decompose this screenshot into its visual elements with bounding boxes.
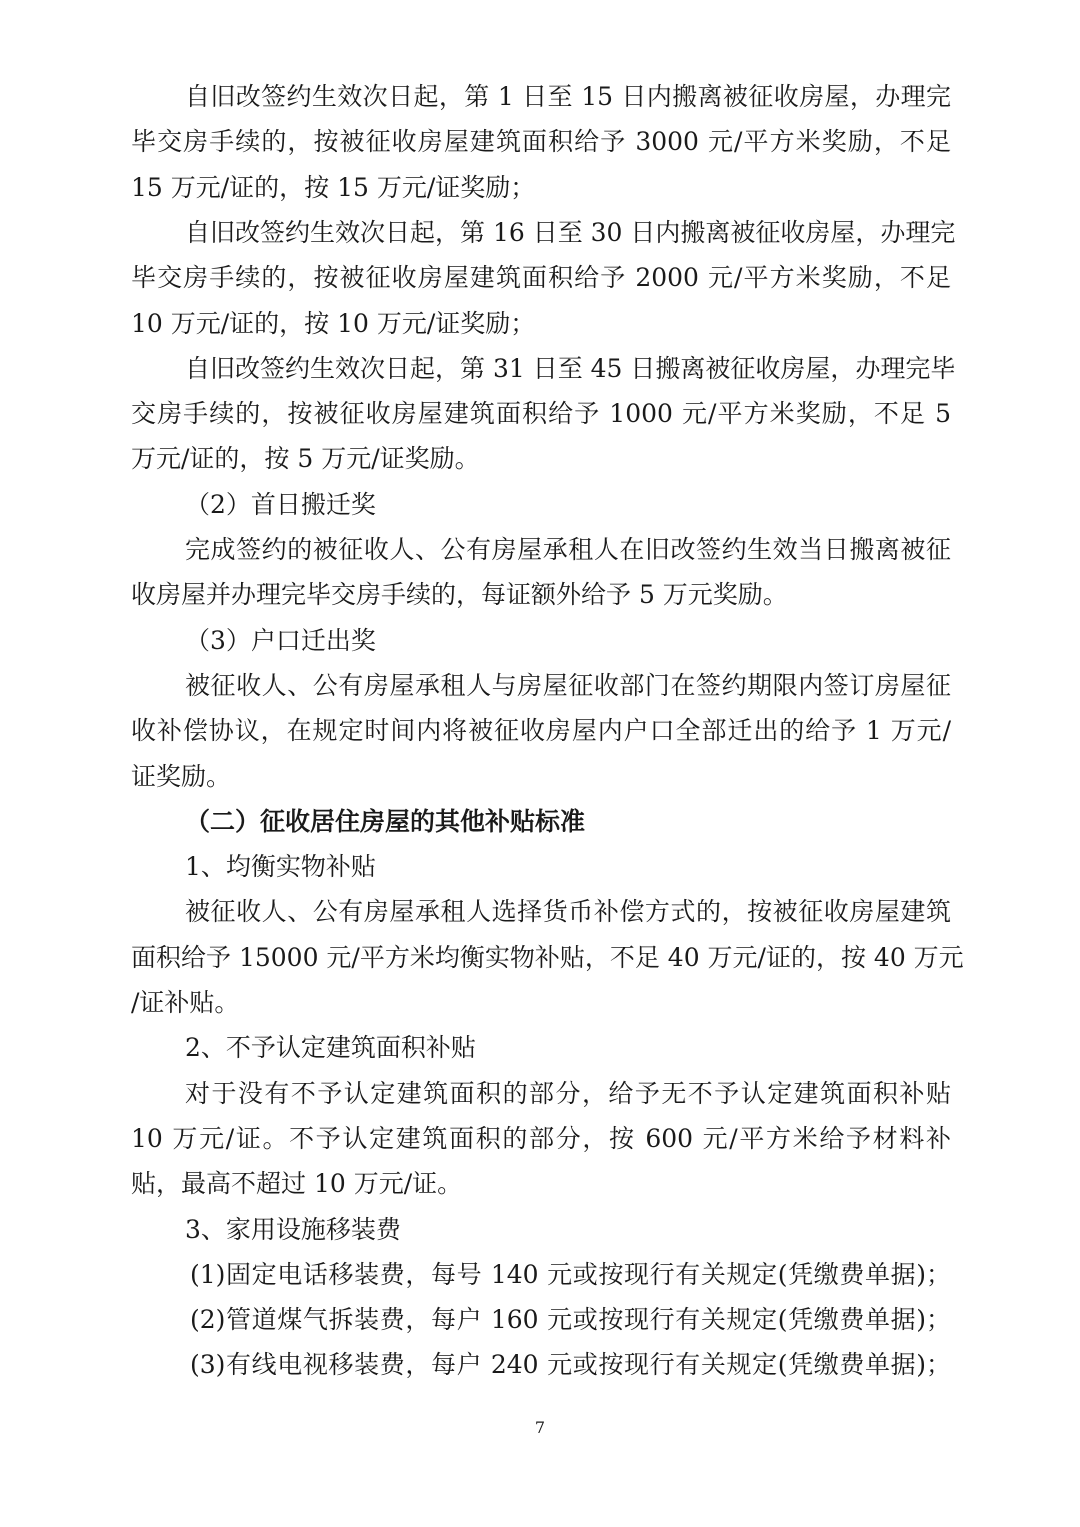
text-line: 对于没有不予认定建筑面积的部分，给予无不予认定建筑面积补贴: [185, 1078, 951, 1108]
text-line: 15 万元/证的，按 15 万元/证奖励；: [131, 172, 536, 202]
text-line: 被征收人、公有房屋承租人选择货币补偿方式的，按被征收房屋建筑: [185, 897, 951, 927]
text-line: 万元/证的，按 5 万元/证奖励。: [131, 444, 480, 474]
text-line: 自旧改签约生效次日起，第 31 日至 45 日搬离被征收房屋，办理完毕: [185, 353, 956, 383]
text-line: 毕交房手续的，按被征收房屋建筑面积给予 3000 元/平方米奖励，不足: [131, 127, 951, 157]
section-heading: (1)固定电话移装费，每号 140 元或按现行有关规定(凭缴费单据)；: [190, 1259, 951, 1289]
page-number: 7: [534, 1418, 546, 1437]
text-line: （3）户口迁出奖: [185, 625, 376, 655]
text-line: 毕交房手续的，按被征收房屋建筑面积给予 2000 元/平方米奖励，不足: [131, 263, 951, 293]
text-line: 收补偿协议，在规定时间内将被征收房屋内户口全部迁出的给予 1 万元/: [131, 716, 951, 746]
section-heading: (3)有线电视移装费，每户 240 元或按现行有关规定(凭缴费单据)；: [190, 1350, 951, 1380]
text-line: 自旧改签约生效次日起，第 1 日至 15 日内搬离被征收房屋，办理完: [185, 82, 951, 111]
text-line: 完成签约的被征收人、公有房屋承租人在旧改签约生效当日搬离被征: [185, 535, 951, 564]
text-line: 被征收人、公有房屋承租人与房屋征收部门在签约期限内签订房屋征: [185, 670, 951, 700]
text-line: 贴，最高不超过 10 万元/证。: [131, 1169, 463, 1199]
section-heading: （二）征收居住房屋的其他补贴标准: [185, 806, 586, 836]
text-line: 收房屋并办理完毕交房手续的，每证额外给予 5 万元奖励。: [131, 580, 788, 610]
text-line: 自旧改签约生效次日起，第 16 日至 30 日内搬离被征收房屋，办理完: [185, 217, 956, 247]
text-line: 2、不予认定建筑面积补贴: [185, 1033, 476, 1063]
text-line: 10 万元/证。不予认定建筑面积的部分，按 600 元/平方米给予材料补: [131, 1123, 951, 1153]
text-line: 1、均衡实物补贴: [185, 852, 376, 882]
text-line: 3、家用设施移装费: [185, 1214, 401, 1244]
text-line: （2）首日搬迁奖: [185, 489, 376, 519]
text-line: 交房手续的，按被征收房屋建筑面积给予 1000 元/平方米奖励，不足 5: [131, 399, 951, 429]
text-line: 面积给予 15000 元/平方米均衡实物补贴，不足 40 万元/证的，按 40 万元: [131, 942, 964, 972]
section-heading: (2)管道煤气拆装费，每户 160 元或按现行有关规定(凭缴费单据)；: [190, 1305, 951, 1335]
text-line: 证奖励。: [131, 761, 232, 791]
text-line: /证补贴。: [131, 988, 240, 1017]
text-line: 10 万元/证的，按 10 万元/证奖励；: [131, 308, 536, 338]
